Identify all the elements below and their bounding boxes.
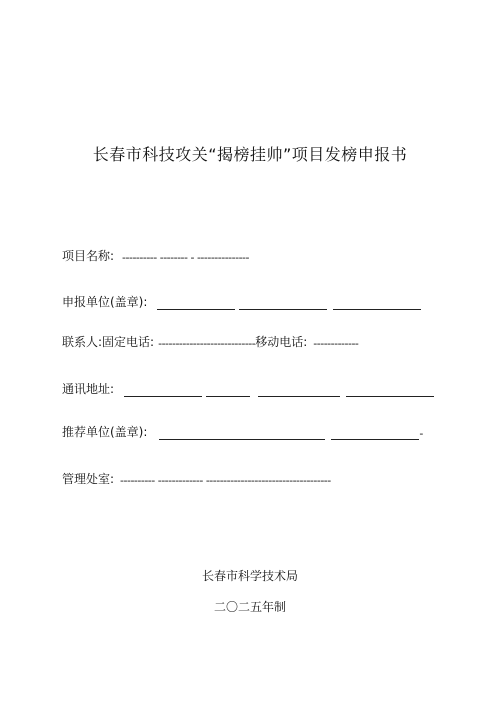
management-office-label: 管理处室: bbox=[62, 472, 115, 486]
issue-date: 二〇二五年制 bbox=[213, 600, 286, 614]
address-blank-3[interactable] bbox=[258, 384, 340, 397]
mobile-phone-blank[interactable]: ------------- bbox=[313, 337, 359, 350]
document-title: 长春市科技攻关“揭榜挂帅”项目发榜申报书 bbox=[92, 145, 408, 164]
project-name-label: 项目名称: bbox=[62, 249, 115, 263]
address-blank-2[interactable] bbox=[206, 384, 250, 397]
recommending-unit-row bbox=[62, 423, 447, 440]
applicant-unit-blank-3[interactable] bbox=[333, 297, 421, 310]
recommending-unit-label: 推荐单位(盖章): bbox=[62, 425, 148, 439]
address-label: 通讯地址: bbox=[62, 382, 115, 396]
contact-label: 联系人: bbox=[62, 335, 103, 349]
recommending-unit-blank-2[interactable] bbox=[331, 427, 419, 440]
issuer: 长春市科学技术局 bbox=[201, 569, 298, 583]
address-blank-1[interactable] bbox=[124, 384, 202, 397]
management-office-blank[interactable]: ---------- ------------- ------------------------------------ bbox=[120, 474, 331, 487]
fixed-phone-label: 固定电话: bbox=[102, 335, 155, 349]
contact-row bbox=[62, 333, 442, 350]
applicant-unit-blank-1[interactable] bbox=[157, 297, 235, 310]
recommending-unit-trailing: - bbox=[419, 427, 423, 440]
project-name-blank[interactable]: ---------- -------- - --------------- bbox=[122, 251, 249, 264]
management-office-row bbox=[62, 470, 442, 487]
address-blank-4[interactable] bbox=[346, 384, 434, 397]
recommending-unit-blank-1[interactable] bbox=[159, 427, 325, 440]
applicant-unit-blank-2[interactable] bbox=[239, 297, 327, 310]
mobile-phone-label: 移动电话: bbox=[255, 335, 308, 349]
applicant-unit-row bbox=[62, 293, 442, 310]
project-name-row bbox=[62, 247, 442, 264]
address-row bbox=[62, 380, 442, 397]
fixed-phone-blank[interactable]: ---------------------------- bbox=[158, 337, 256, 350]
applicant-unit-label: 申报单位(盖章): bbox=[62, 295, 148, 309]
